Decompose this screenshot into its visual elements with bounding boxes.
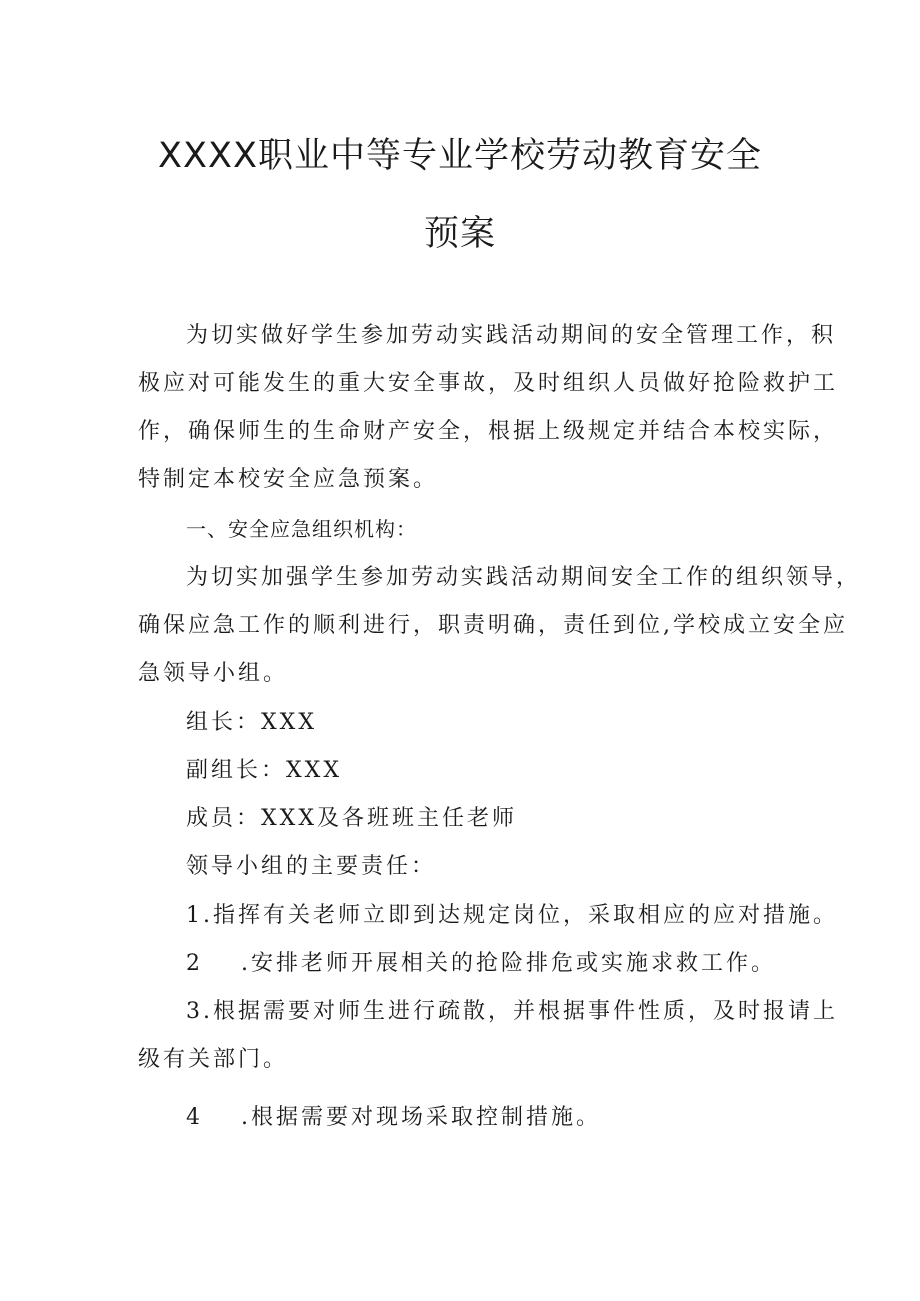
duty-number: 4 — [186, 1105, 203, 1130]
duty-text: .根据需要对师生进行疏散，并根据事件性质，及时报请上 — [203, 999, 838, 1024]
section-para-line-2: 确保应急工作的顺利进行，职责明确，责任到位,学校成立安全应 — [138, 613, 848, 638]
leader-line: 组长：XXX — [186, 710, 317, 735]
duty-item-4 — [186, 1100, 601, 1131]
duty-item-3-continued: 级有关部门。 — [138, 1047, 289, 1072]
duty-number: 3 — [186, 999, 203, 1024]
deputy-line: 副组长：XXX — [186, 758, 342, 783]
section-para-line-1: 为切实加强学生参加劳动实践活动期间安全工作的组织领导， — [186, 565, 862, 590]
intro-line-1: 为切实做好学生参加劳动实践活动期间的安全管理工作，积 — [186, 323, 837, 348]
document-title-line-2: 预案 — [423, 214, 496, 254]
members-line: 成员：XXX及各班班主任老师 — [186, 806, 517, 831]
intro-line-3: 作，确保师生的生命财产安全，根据上级规定并结合本校实际， — [138, 419, 839, 444]
duty-item-1 — [186, 898, 838, 929]
duty-text: .安排老师开展相关的抢险排危或实施求救工作。 — [241, 951, 776, 976]
duty-item-2 — [186, 946, 776, 977]
intro-line-2: 极应对可能发生的重大安全事故，及时组织人员做好抢险救护工 — [138, 371, 839, 396]
duties-label: 领导小组的主要责任： — [186, 854, 437, 879]
duty-number: 1 — [186, 903, 203, 928]
document-title-line-1: XXXX职业中等专业学校劳动教育安全 — [158, 136, 762, 176]
duty-number: 2 — [186, 951, 203, 976]
section-para-line-3: 急领导小组。 — [138, 661, 289, 686]
duty-text: .根据需要对现场采取控制措施。 — [241, 1105, 601, 1130]
intro-line-4: 特制定本校安全应急预案。 — [138, 467, 439, 492]
duty-text: .指挥有关老师立即到达规定岗位，采取相应的应对措施。 — [203, 903, 838, 928]
section-heading: 一、安全应急组织机构： — [186, 517, 417, 541]
duty-item-3 — [186, 994, 838, 1025]
